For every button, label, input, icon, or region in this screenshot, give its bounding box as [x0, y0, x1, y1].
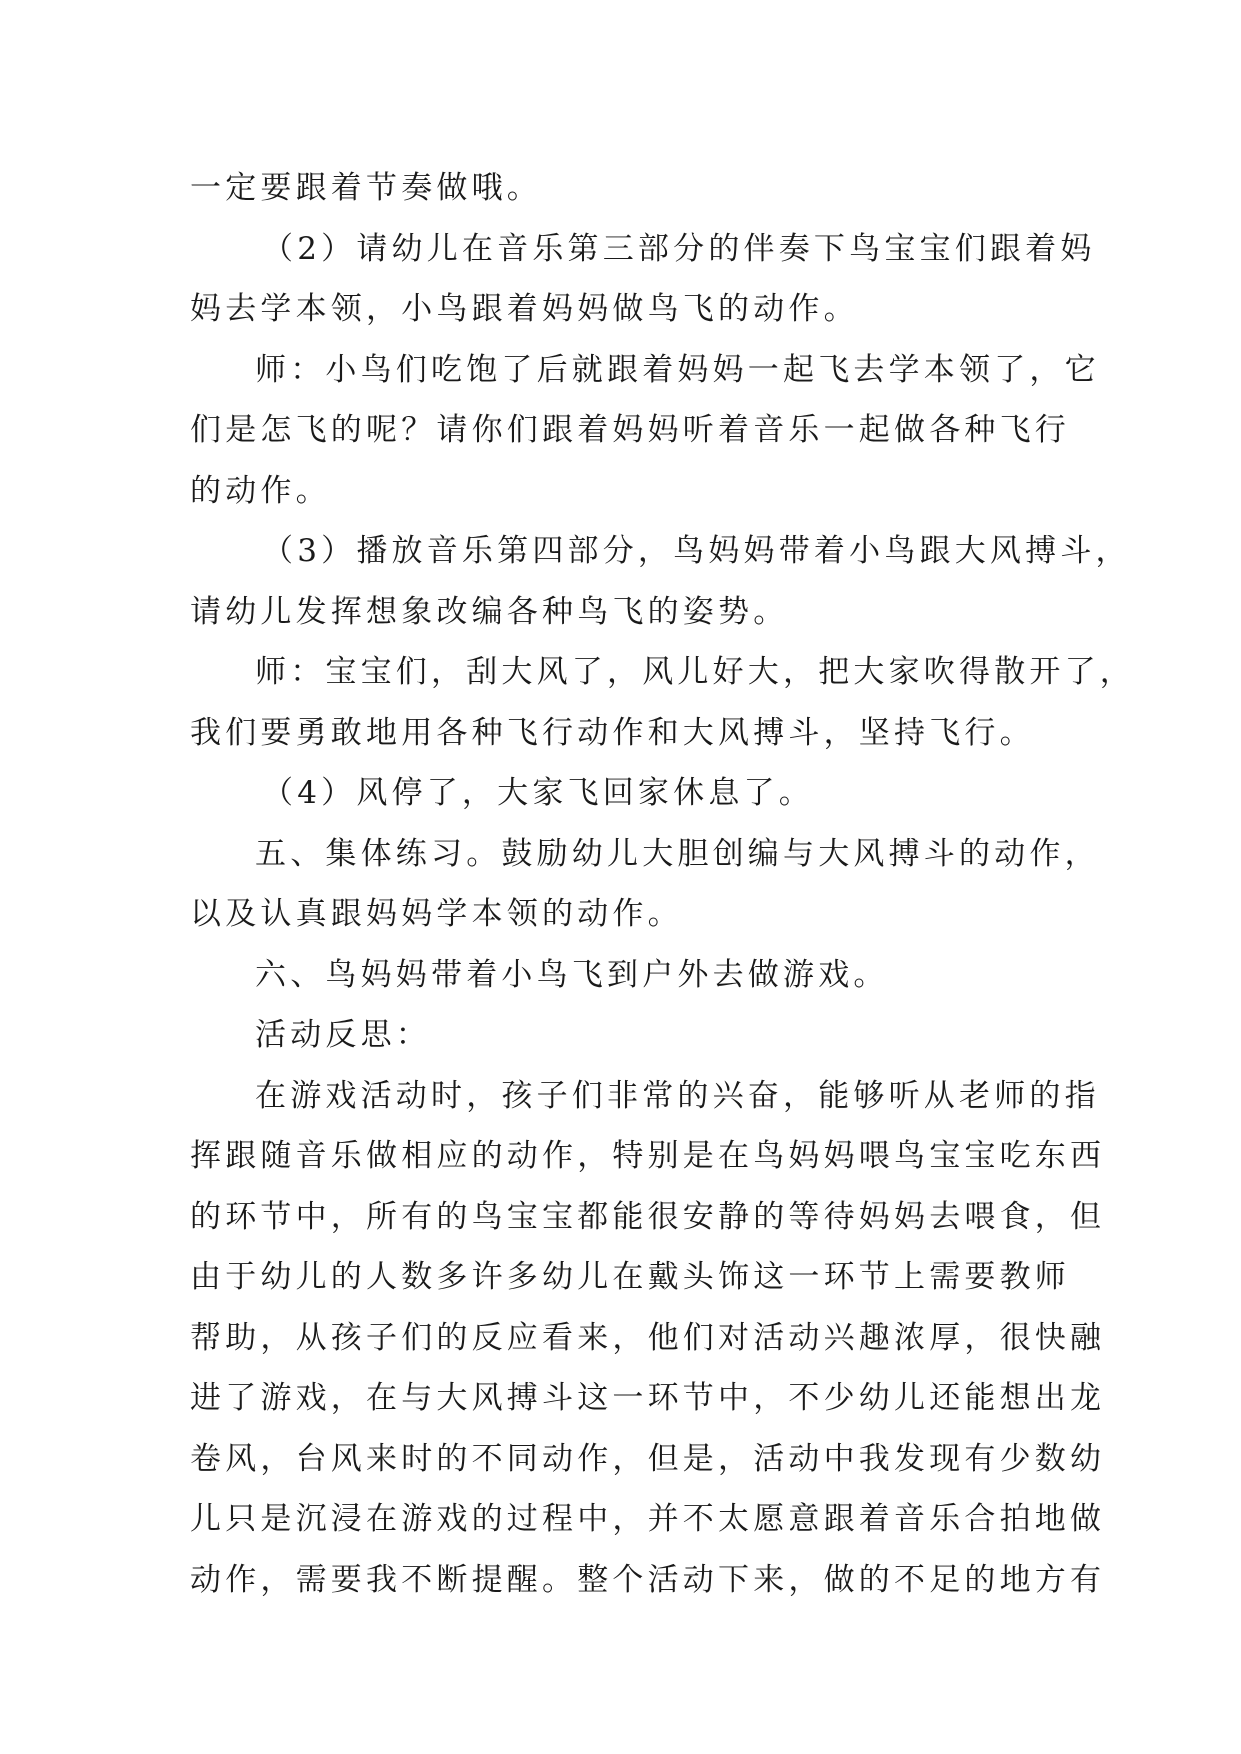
paragraph — [190, 1005, 1050, 1066]
text-line: 挥跟随音乐做相应的动作，特别是在鸟妈妈喂鸟宝宝吃东西 — [190, 1138, 1106, 1174]
paragraph — [190, 158, 1050, 219]
paragraph — [190, 582, 1050, 643]
text-line: 一定要跟着节奏做哦。 — [190, 170, 542, 206]
text-line: 妈去学本领，小鸟跟着妈妈做鸟飞的动作。 — [190, 291, 859, 327]
paragraph — [190, 763, 1050, 824]
paragraph — [190, 1126, 1106, 1610]
text-line: 师：小鸟们吃饱了后就跟着妈妈一起飞去学本领了，它 — [255, 351, 1100, 388]
text-line: 的环节中，所有的鸟宝宝都能很安静的等待妈妈去喂食，但 — [190, 1198, 1106, 1235]
text-line: 动作，需要我不断提醒。整个活动下来，做的不足的地方有 — [190, 1561, 1106, 1598]
paragraph — [190, 521, 1131, 582]
paragraph — [190, 279, 1050, 340]
text-line: 的动作。 — [190, 472, 331, 509]
paragraph — [190, 824, 1100, 885]
paragraph — [190, 945, 1050, 1006]
body-text — [190, 158, 1135, 1610]
text-line: 卷风，台风来时的不同动作，但是，活动中我发现有少数幼 — [190, 1440, 1106, 1477]
paragraph — [190, 340, 1100, 401]
paragraph — [190, 884, 1050, 945]
text-line: 我们要勇敢地用各种飞行动作和大风搏斗，坚持飞行。 — [190, 714, 1035, 751]
paragraph — [190, 703, 1050, 764]
text-line: 师：宝宝们，刮大风了，风儿好大，把大家吹得散开了， — [255, 654, 1135, 690]
text-line: 请幼儿发挥想象改编各种鸟飞的姿势。 — [190, 593, 789, 630]
text-line: （4）风停了，大家飞回家休息了。 — [262, 775, 814, 811]
text-line: 帮助，从孩子们的反应看来，他们对活动兴趣浓厚，很快融 — [190, 1319, 1106, 1356]
text-line: 以及认真跟妈妈学本领的动作。 — [190, 896, 683, 932]
text-line: 六、鸟妈妈带着小鸟飞到户外去做游戏。 — [255, 956, 889, 993]
text-line: 五、集体练习。鼓励幼儿大胆创编与大风搏斗的动作， — [255, 835, 1100, 872]
text-line: 儿只是沉浸在游戏的过程中，并不太愿意跟着音乐合拍地做 — [190, 1501, 1106, 1537]
text-line: 进了游戏，在与大风搏斗这一环节中，不少幼儿还能想出龙 — [190, 1380, 1106, 1416]
text-line: （2）请幼儿在音乐第三部分的伴奏下鸟宝宝们跟着妈 — [262, 230, 1096, 267]
paragraph — [190, 642, 1135, 703]
text-line: 由于幼儿的人数多许多幼儿在戴头饰这一环节上需要教师 — [190, 1259, 1070, 1295]
paragraph — [190, 219, 1096, 280]
text-line: 在游戏活动时，孩子们非常的兴奋，能够听从老师的指 — [255, 1077, 1100, 1114]
paragraph — [190, 400, 1070, 521]
text-line: 们是怎飞的呢？请你们跟着妈妈听着音乐一起做各种飞行 — [190, 412, 1070, 448]
text-line: 活动反思： — [255, 1017, 431, 1053]
paragraph — [190, 1066, 1100, 1127]
text-line: （3）播放音乐第四部分，鸟妈妈带着小鸟跟大风搏斗， — [262, 533, 1131, 569]
